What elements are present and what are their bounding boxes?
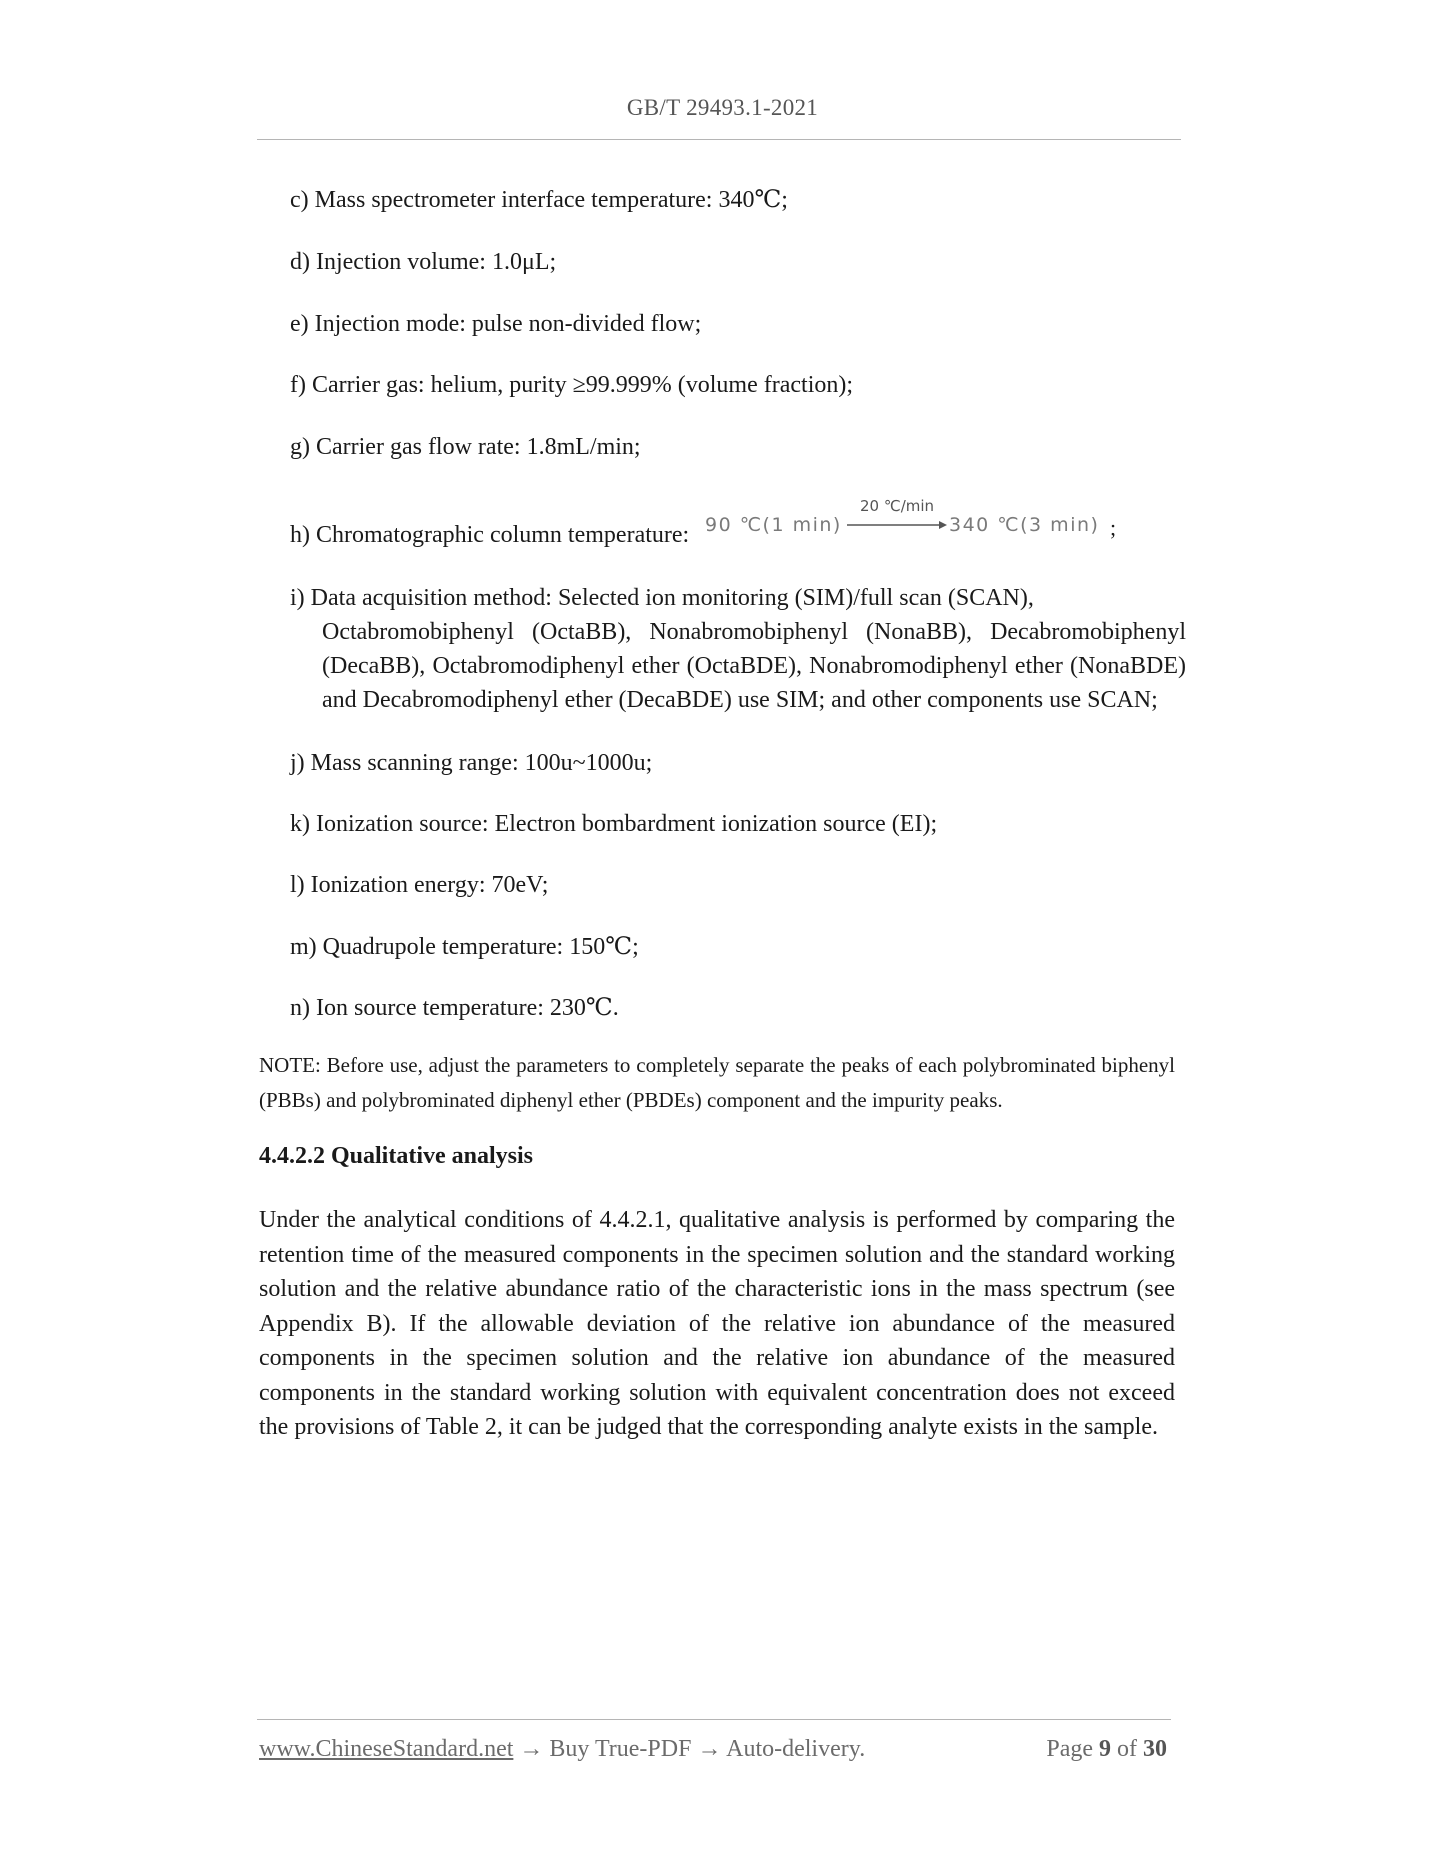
- header-divider: [257, 139, 1181, 140]
- item-c: c) Mass spectrometer interface temperature: 340℃;: [290, 187, 788, 213]
- item-n: n) Ion source temperature: 230℃.: [290, 995, 619, 1021]
- item-e: e) Injection mode: pulse non-divided flow;: [290, 311, 702, 337]
- item-g: g) Carrier gas flow rate: 1.8mL/min;: [290, 434, 641, 460]
- temp-ramp-rate: 20 ℃/min: [860, 497, 935, 515]
- section-heading: 4.4.2.2 Qualitative analysis: [259, 1143, 534, 1169]
- website-link[interactable]: www.ChineseStandard.net: [259, 1736, 514, 1762]
- temp-end: 340 ℃(3 min): [949, 514, 1100, 536]
- item-i-first-line: i) Data acquisition method: Selected ion monitoring (SIM)/full scan (SCAN),: [290, 585, 1034, 611]
- page-label: Page: [1046, 1736, 1093, 1762]
- item-l: l) Ionization energy: 70eV;: [290, 872, 549, 898]
- temp-suffix: ;: [1110, 515, 1117, 540]
- buy-pdf-text: → Buy True-PDF → Auto-delivery.: [519, 1736, 866, 1762]
- item-j: j) Mass scanning range: 100u~1000u;: [290, 750, 653, 776]
- item-f: f) Carrier gas: helium, purity ≥99.999% (volume fraction);: [290, 372, 854, 398]
- page-number: 9: [1099, 1736, 1111, 1762]
- item-d: d) Injection volume: 1.0μL;: [290, 249, 557, 275]
- footer-left: [259, 1736, 865, 1763]
- item-i: [290, 581, 1186, 717]
- temp-start: 90 ℃(1 min): [705, 514, 842, 536]
- of-label: of: [1117, 1736, 1137, 1762]
- item-k: k) Ionization source: Electron bombardment ionization source (EI);: [290, 811, 938, 837]
- total-pages: 30: [1143, 1736, 1167, 1762]
- item-i-continuation: Octabromobiphenyl (OctaBB), Nonabromobiphenyl (NonaBB), Decabromobiphenyl (DecaBB), Octabromodiphenyl ether (OctaBDE), Nonabromodiphenyl ether (NonaBDE) and Decabromodiphenyl ether (DecaBDE) use SIM; and other components use SCAN;: [322, 619, 1186, 713]
- ramp-arrow-icon: [847, 519, 947, 531]
- item-h: h) Chromatographic column temperature:: [290, 522, 690, 548]
- note-paragraph: NOTE: Before use, adjust the parameters to completely separate the peaks of each polybrominated biphenyl (PBBs) and polybrominated diphenyl ether (PBDEs) component and the impurity peaks.: [259, 1053, 1175, 1112]
- page-indicator: [1046, 1736, 1167, 1763]
- temperature-program-formula: [705, 497, 1125, 545]
- footer-divider: [257, 1719, 1171, 1720]
- section-body: Under the analytical conditions of 4.4.2.1, qualitative analysis is performed by comparing the retention time of the measured components in the specimen solution and the standard working solution and the relative abundance ratio of the characteristic ions in the mass spectrum (see Appendix B). If the allowable deviation of the relative ion abundance of the measured components in the specimen solution and the relative ion abundance of the measured components in the standard working solution with equivalent concentration does not exceed the provisions of Table 2, it can be judged that the corresponding analyte exists in the sample.: [259, 1207, 1175, 1440]
- item-m: m) Quadrupole temperature: 150℃;: [290, 934, 639, 960]
- document-code-header: GB/T 29493.1-2021: [626, 95, 819, 120]
